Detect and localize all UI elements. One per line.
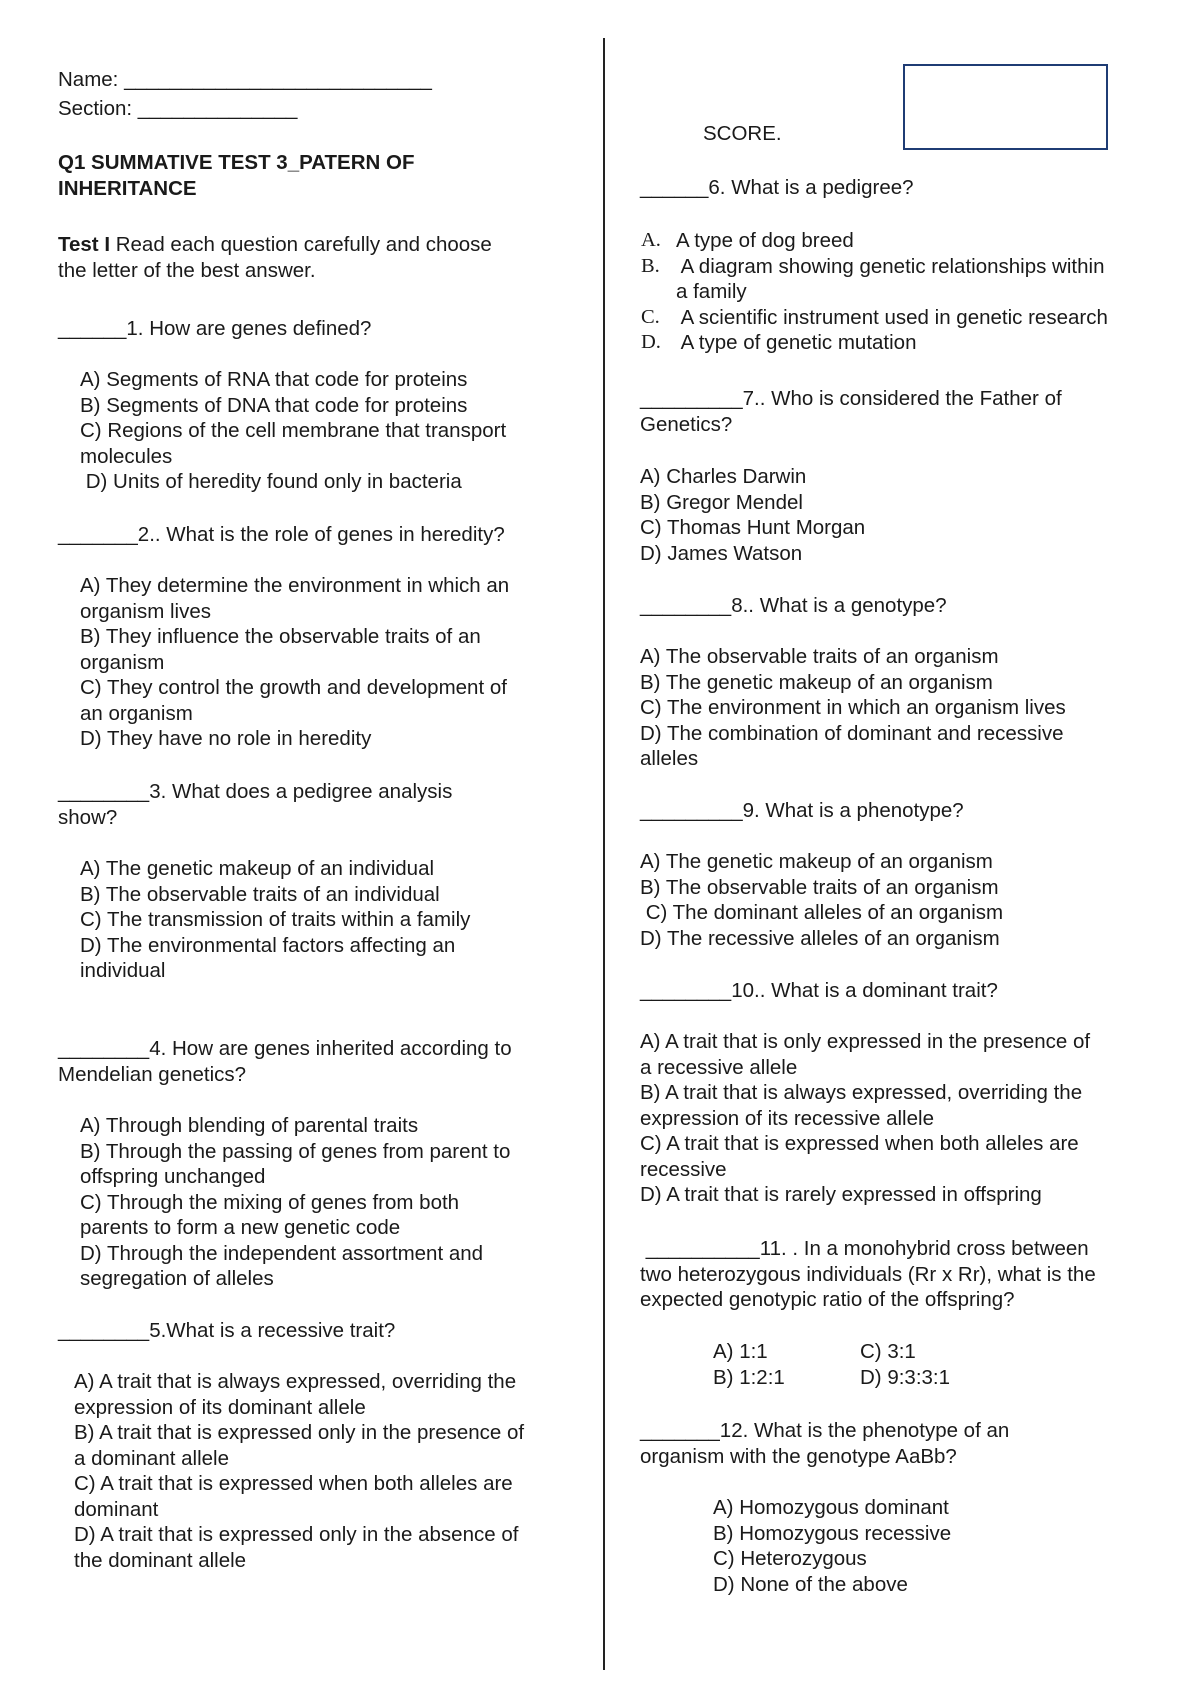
- question-4: ________4. How are genes inherited according to Mendelian genetics?: [58, 1037, 512, 1086]
- option: D) James Watson: [640, 541, 803, 565]
- question-10-options: [640, 1029, 1160, 1208]
- option: D) A trait that is expressed only in the absence of: [74, 1523, 519, 1546]
- option: expression of its recessive allele: [640, 1106, 934, 1130]
- option: C) Through the mixing of genes from both: [80, 1190, 460, 1214]
- option: A) Charles Darwin: [640, 465, 807, 488]
- option: A. A type of dog breed: [641, 229, 854, 252]
- option: A) A trait that is always expressed, overriding the: [74, 1370, 517, 1393]
- option: D) Units of heredity found only in bacteria: [80, 470, 462, 493]
- option: D) Through the independent assortment and: [80, 1241, 484, 1265]
- question-2: _______2.. What is the role of genes in heredity?: [58, 523, 505, 546]
- option: A) Segments of RNA that code for proteins: [80, 368, 468, 391]
- option: B) Gregor Mendel: [640, 490, 803, 514]
- option: D) The environmental factors affecting an: [80, 933, 456, 957]
- question-8: ________8.. What is a genotype?: [640, 594, 947, 617]
- option: D) 9:3:3:1: [860, 1365, 951, 1389]
- option: molecules: [80, 444, 173, 468]
- option: B) Segments of DNA that code for proteins: [80, 393, 468, 417]
- option: a recessive allele: [640, 1055, 798, 1079]
- option: segregation of alleles: [80, 1267, 274, 1290]
- option: C) They control the growth and development of: [80, 676, 507, 699]
- option: C) A trait that is expressed when both alleles are: [74, 1472, 513, 1495]
- option: B. A diagram showing genetic relationships within: [641, 254, 1105, 278]
- option: D) They have no role in heredity: [80, 727, 372, 750]
- option: recessive: [640, 1157, 727, 1181]
- question-9: _________9. What is a phenotype?: [640, 799, 964, 822]
- option: C) The dominant alleles of an organism: [640, 901, 1004, 924]
- question-4-options: [58, 1113, 600, 1292]
- question-3-options: [58, 856, 600, 984]
- column-divider: [603, 38, 605, 1670]
- option: expression of its dominant allele: [74, 1395, 366, 1419]
- question-6: ______6. What is a pedigree?: [640, 176, 914, 199]
- option: A) A trait that is only expressed in the presence of: [640, 1030, 1091, 1053]
- option: D) The recessive alleles of an organism: [640, 926, 1000, 950]
- question-10: ________10.. What is a dominant trait?: [640, 979, 998, 1002]
- option: C) The environment in which an organism lives: [640, 696, 1066, 719]
- question-7-options: [640, 464, 1160, 566]
- name-field[interactable]: Name: ___________________________: [58, 68, 432, 91]
- question-11-options: [640, 1339, 1200, 1390]
- question-1: ______1. How are genes defined?: [58, 317, 372, 340]
- question-6-options: [640, 228, 1160, 356]
- option: C) Thomas Hunt Morgan: [640, 516, 866, 539]
- option: organism lives: [80, 599, 212, 623]
- option: C) The transmission of traits within a family: [80, 908, 471, 931]
- score-box[interactable]: [903, 64, 1108, 150]
- option: the dominant allele: [74, 1548, 247, 1572]
- option: a dominant allele: [74, 1446, 229, 1470]
- score-label: SCORE.: [703, 122, 782, 145]
- question-8-options: [640, 644, 1160, 772]
- option: B) Through the passing of genes from parent to: [80, 1139, 511, 1163]
- option: A) Homozygous dominant: [713, 1496, 949, 1519]
- option: parents to form a new genetic code: [80, 1216, 401, 1239]
- option: D) The combination of dominant and recessive: [640, 721, 1064, 745]
- option: A) They determine the environment in which an: [80, 574, 510, 597]
- option: A) The genetic makeup of an individual: [80, 857, 435, 880]
- option: C) Regions of the cell membrane that transport: [80, 419, 507, 442]
- option: C) Heterozygous: [713, 1547, 867, 1570]
- option: dominant: [74, 1497, 159, 1521]
- option: B) 1:2:1: [713, 1365, 785, 1389]
- option: A) The observable traits of an organism: [640, 645, 999, 668]
- option: C. A scientific instrument used in genetic research: [641, 305, 1108, 329]
- option: A) 1:1: [713, 1340, 768, 1363]
- option: B) The genetic makeup of an organism: [640, 670, 993, 694]
- option: B) They influence the observable traits of an: [80, 625, 481, 648]
- question-5: ________5.What is a recessive trait?: [58, 1319, 396, 1342]
- option: offspring unchanged: [80, 1165, 266, 1188]
- option: B) A trait that is expressed only in the presence of: [74, 1421, 525, 1444]
- option: a family: [676, 280, 747, 303]
- question-7: _________7.. Who is considered the Father of Genetics?: [640, 387, 1062, 436]
- option: B) Homozygous recessive: [713, 1521, 952, 1545]
- option: individual: [80, 959, 166, 982]
- section-field[interactable]: Section: ______________: [58, 97, 298, 120]
- question-12-options: [640, 1495, 1200, 1597]
- question-2-options: [58, 573, 600, 752]
- question-11: __________11. . In a monohybrid cross between two heterozygous individuals (Rr x Rr), what is the expected genotypic ratio of the offspring?: [640, 1237, 1096, 1311]
- question-3: ________3. What does a pedigree analysis show?: [58, 780, 453, 829]
- option: alleles: [640, 747, 699, 770]
- option: B) The observable traits of an individual: [80, 882, 440, 906]
- instructions: Test I Read each question carefully and choose the letter of the best answer.: [58, 233, 492, 282]
- option: D) None of the above: [713, 1572, 908, 1596]
- option: D) A trait that is rarely expressed in offspring: [640, 1183, 1042, 1206]
- question-9-options: [640, 849, 1160, 951]
- option: C) 3:1: [860, 1340, 916, 1363]
- option: an organism: [80, 701, 193, 725]
- test-label: Test I: [58, 233, 111, 256]
- option: C) A trait that is expressed when both alleles are: [640, 1132, 1079, 1155]
- test-title: Q1 SUMMATIVE TEST 3_PATERN OF INHERITANCE: [58, 151, 415, 200]
- question-1-options: [58, 367, 600, 495]
- option: organism: [80, 650, 165, 674]
- option: D. A type of genetic mutation: [641, 331, 917, 354]
- question-5-options: [58, 1369, 594, 1573]
- option: A) The genetic makeup of an organism: [640, 850, 993, 873]
- option: A) Through blending of parental traits: [80, 1114, 419, 1137]
- question-12: _______12. What is the phenotype of an organism with the genotype AaBb?: [640, 1419, 1010, 1468]
- option: B) The observable traits of an organism: [640, 875, 999, 899]
- option: B) A trait that is always expressed, overriding the: [640, 1081, 1083, 1104]
